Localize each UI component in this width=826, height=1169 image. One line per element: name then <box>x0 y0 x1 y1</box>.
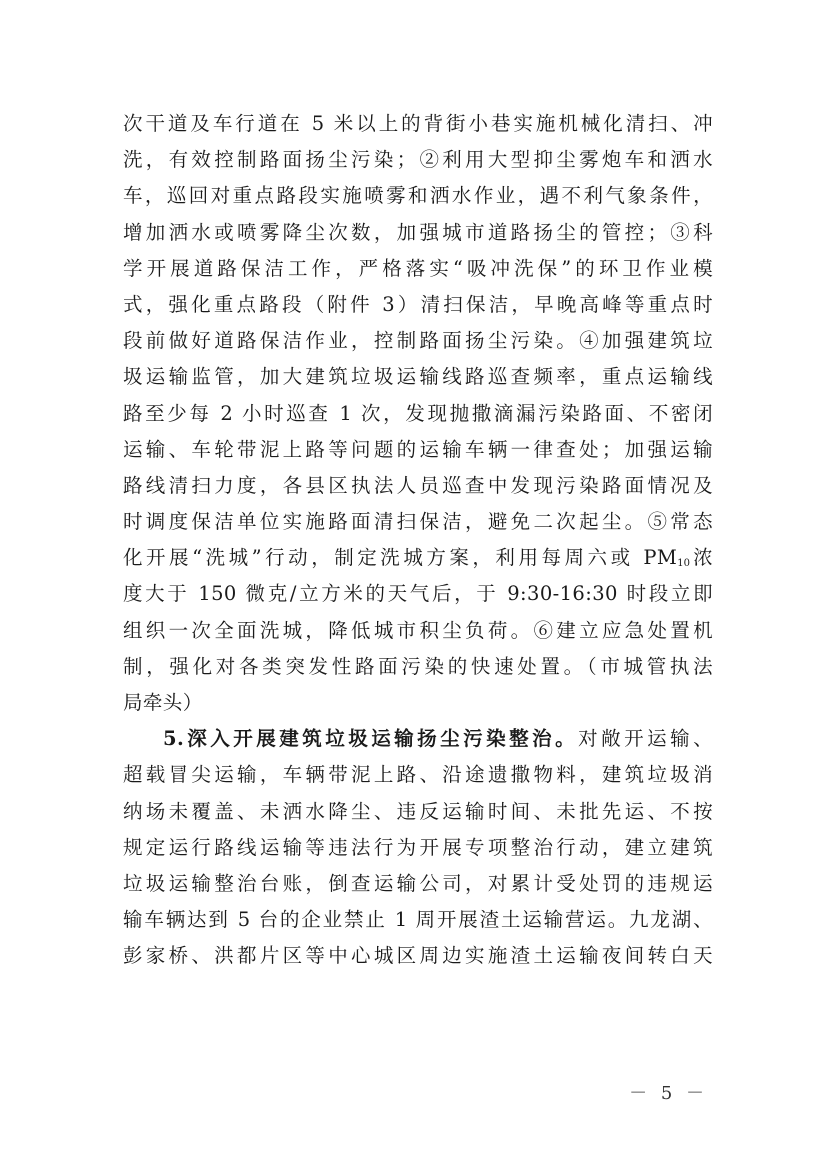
text-line: 输车辆达到 5 台的企业禁止 1 周开展渣土运输营运。九龙湖、 <box>123 908 713 932</box>
text-line: 制，强化对各类突发性路面污染的快速处置。（市城管执法 <box>123 654 713 678</box>
text-line: 洗，有效控制路面扬尘污染；②利用大型抑尘雾炮车和洒水 <box>123 148 713 172</box>
text-line-pm10 <box>123 540 713 576</box>
section5-first-line <box>123 721 713 757</box>
text-line: 超载冒尖运输，车辆带泥上路、沿途遗撒物料，建筑垃圾消 <box>123 763 713 787</box>
pm-text-after: 浓 <box>689 546 713 570</box>
section5-first-line-rest: 对敞开运输、 <box>578 727 713 751</box>
text-line: 组织一次全面洗城，降低城市积尘负荷。⑥建立应急处置机 <box>123 618 713 642</box>
text-line: 纳场未覆盖、未洒水降尘、违反运输时间、未批先运、不按 <box>123 799 713 823</box>
paragraph-last-line: 局牵头） <box>123 691 203 714</box>
text-line: 规定运行路线运输等违法行为开展专项整治行动，建立建筑 <box>123 835 713 859</box>
text-line: 式，强化重点路段（附件 3）清扫保洁，早晚高峰等重点时 <box>123 292 713 316</box>
text-line: 路至少每 2 小时巡查 1 次，发现抛撒滴漏污染路面、不密闭 <box>123 401 713 425</box>
text-line: 学开展道路保洁工作，严格落实“吸冲洗保”的环卫作业模 <box>123 256 713 280</box>
text-line: 增加洒水或喷雾降尘次数，加强城市道路扬尘的管控；③科 <box>123 220 713 244</box>
pm-text-before: 化开展“洗城”行动，制定洗城方案，利用每周六或 PM <box>123 546 678 570</box>
text-line: 度大于 150 微克/立方米的天气后，于 9:30-16:30 时段立即 <box>123 582 713 606</box>
text-line: 圾运输监管，加大建筑垃圾运输线路巡查频率，重点运输线 <box>123 365 713 389</box>
text-line: 垃圾运输整治台账，倒查运输公司，对累计受处罚的违规运 <box>123 871 713 895</box>
text-line: 路线清扫力度，各县区执法人员巡查中发现污染路面情况及 <box>123 473 713 497</box>
text-line: 时调度保洁单位实施路面清扫保洁，避免二次起尘。⑤常态 <box>123 510 713 534</box>
page-number: － 5 － <box>629 1083 708 1104</box>
section5-heading: 5.深入开展建筑垃圾运输扬尘污染整治。 <box>163 727 579 751</box>
text-line: 段前做好道路保洁作业，控制路面扬尘污染。④加强建筑垃 <box>123 329 713 353</box>
text-line: 次干道及车行道在 5 米以上的背街小巷实施机械化清扫、冲 <box>123 112 713 135</box>
pm-subscript: 10 <box>677 558 690 570</box>
text-line: 车，巡回对重点路段实施喷雾和洒水作业，遇不利气象条件， <box>123 184 713 208</box>
body-text <box>123 106 713 975</box>
text-line: 彭家桥、洪都片区等中心城区周边实施渣土运输夜间转白天 <box>123 944 713 968</box>
text-line: 运输、车轮带泥上路等问题的运输车辆一律查处；加强运输 <box>123 437 713 461</box>
